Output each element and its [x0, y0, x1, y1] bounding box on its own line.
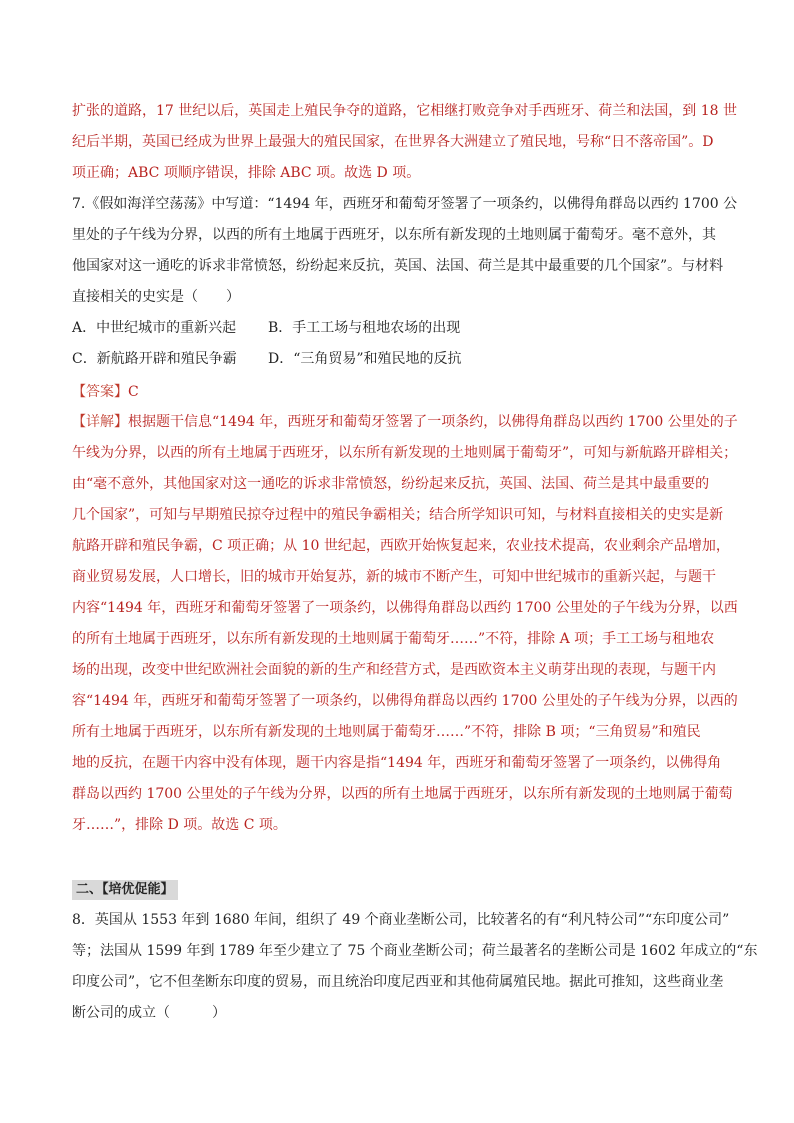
detail-line: 根据题干信息“1494 年，西班牙和葡萄牙签署了一项条约，以佛得角群岛以西约 1700 公里处的子 — [128, 414, 738, 430]
detail-line: 牙……”，排除 D 项。故选 C 项。 — [72, 817, 287, 833]
detail-line: 容“1494 年，西班牙和葡萄牙签署了一项条约，以佛得角群岛以西约 1700 公里处的子午线为分界，以西的 — [72, 693, 738, 709]
options-row-1 — [72, 313, 724, 344]
question-line: 断公司的成立（ ） — [72, 1005, 226, 1021]
detail-line: 的所有土地属于西班牙，以东所有新发现的土地则属于葡萄牙……”不符，排除 A 项；手工工场与租地农 — [72, 631, 715, 647]
detail-line: 由“毫不意外，其他国家对这一通吃的诉求非常愤怒，纷纷起来反抗，英国、法国、荷兰是其中最重要的 — [72, 476, 710, 492]
answer-value: C — [128, 384, 139, 400]
option-b: B．手工工场与租地农场的出现 — [268, 320, 461, 336]
detail-line: 几个国家”，可知与早期殖民掠夺过程中的殖民争霸相关；结合所学知识可知，与材料直接相关的史实是新 — [72, 507, 724, 523]
detail-line: 地的反抗，在题干内容中没有体现，题干内容是指“1494 年，西班牙和葡萄牙签署了一项条约，以佛得角 — [72, 755, 722, 771]
prev-explanation-line: 纪后半期，英国已经成为世界上最强大的殖民国家，在世界各大洲建立了殖民地，号称“日不落帝国”。D — [72, 134, 714, 150]
question-line: 7.《假如海洋空荡荡》中写道：“1494 年，西班牙和葡萄牙签署了一项条约，以佛得角群岛以西约 1700 公 — [72, 196, 738, 212]
detail-line: 商业贸易发展，人口增长，旧的城市开始复苏，新的城市不断产生，可知中世纪城市的重新兴起，与题干 — [72, 569, 716, 585]
option-d: D．“三角贸易”和殖民地的反抗 — [268, 351, 462, 367]
options-row-2 — [72, 344, 724, 375]
question-line: 直接相关的史实是（ ） — [72, 289, 240, 305]
question-8-stem — [72, 905, 758, 1029]
option-c: C．新航路开辟和殖民争霸 — [72, 351, 237, 367]
section-heading: 二、【培优促能】 — [72, 880, 178, 900]
question-line: 等；法国从 1599 年到 1789 年至少建立了 75 个商业垄断公司；荷兰最著名的垄断公司是 1602 年成立的“东 — [72, 943, 758, 959]
detail-line: 所有土地属于西班牙，以东所有新发现的土地则属于葡萄牙……”不符，排除 B 项；“三角贸易”和殖民 — [72, 724, 701, 740]
detail-line: 群岛以西约 1700 公里处的子午线为分界，以西的所有土地属于西班牙，以东所有新发现的土地则属于葡萄 — [72, 786, 733, 802]
question-7-stem — [72, 189, 738, 313]
prev-explanation — [72, 96, 737, 189]
detail-line: 午线为分界，以西的所有土地属于西班牙，以东所有新发现的土地则属于葡萄牙”，可知与新航路开辟相关； — [72, 445, 738, 461]
section-heading-block — [72, 878, 724, 900]
prev-explanation-line: 项正确；ABC 项顺序错误，排除 ABC 项。故选 D 项。 — [72, 165, 421, 181]
detail-line: 航路开辟和殖民争霸，C 项正确；从 10 世纪起，西欧开始恢复起来，农业技术提高，农业剩余产品增加， — [72, 538, 730, 554]
question-line: 印度公司”，它不但垄断东印度的贸易，而且统治印度尼西亚和其他荷属殖民地。据此可推知，这些商业垄 — [72, 974, 724, 990]
question-7-answer — [72, 377, 724, 408]
detail-line: 内容“1494 年，西班牙和葡萄牙签署了一项条约，以佛得角群岛以西约 1700 公里处的子午线为分界，以西 — [72, 600, 738, 616]
question-line: 他国家对这一通吃的诉求非常愤怒，纷纷起来反抗，英国、法国、荷兰是其中最重要的几个国家”。与材料 — [72, 258, 724, 274]
option-a: A．中世纪城市的重新兴起 — [72, 320, 237, 336]
detail-tag: 【详解】 — [72, 414, 128, 430]
detail-line: 场的出现，改变中世纪欧洲社会面貌的新的生产和经营方式，是西欧资本主义萌芽出现的表现，与题干内 — [72, 662, 716, 678]
question-7-detail — [72, 407, 738, 841]
answer-tag: 【答案】 — [72, 384, 128, 400]
question-line: 里处的子午线为分界，以西的所有土地属于西班牙，以东所有新发现的土地则属于葡萄牙。毫不意外，其 — [72, 227, 716, 243]
question-line: 8．英国从 1553 年到 1680 年间，组织了 49 个商业垄断公司，比较著名的有“利凡特公司”“东印度公司” — [72, 912, 730, 928]
question-7-options — [72, 313, 724, 375]
prev-explanation-line: 扩张的道路，17 世纪以后，英国走上殖民争夺的道路，它相继打败竞争对手西班牙、荷兰和法国，到 18 世 — [72, 103, 737, 119]
